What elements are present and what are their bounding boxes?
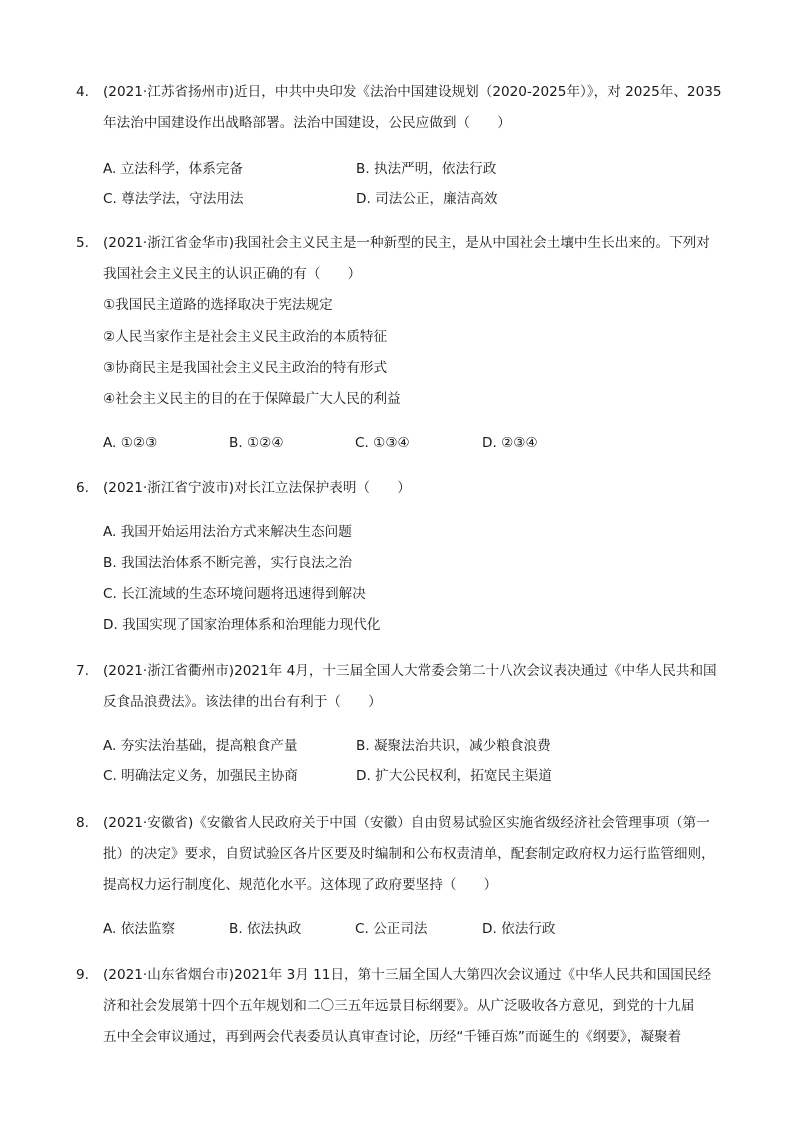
option-c: C. 公正司法 — [355, 921, 428, 937]
question-number: 5. — [76, 235, 89, 251]
question-stem-line: 五中全会审议通过，再到两会代表委员认真审查讨论，历经“千锤百炼”而诞生的《纲要》，凝聚着 — [103, 1029, 682, 1045]
option-b: B. 依法执政 — [229, 921, 302, 937]
option-c: C. 长江流域的生态环境问题将迅速得到解决 — [103, 586, 366, 602]
statement-item: ①我国民主道路的选择取决于宪法规定 — [103, 297, 333, 313]
option-a: A. 依法监察 — [103, 921, 176, 937]
option-d: D. ②③④ — [482, 435, 538, 451]
question-stem-line: 批）的决定》要求，自贸试验区各片区要及时编制和公布权责清单，配套制定政府权力运行监管细则， — [103, 846, 715, 862]
question-number: 8. — [76, 815, 89, 831]
question-9 — [76, 960, 721, 1060]
option-a: A. 我国开始运用法治方式来解决生态问题 — [103, 524, 352, 540]
option-d: D. 扩大公民权利，拓宽民主渠道 — [356, 768, 552, 784]
option-b: B. ①②④ — [229, 435, 284, 451]
question-stem-line: (2021·浙江省宁波市)对长江立法保护表明（ ） — [103, 480, 411, 496]
question-stem-line: (2021·浙江省衢州市)2021年 4月，十三届全国人大常委会第二十八次会议表决通过《中华人民共和国 — [103, 663, 717, 679]
option-c: C. 明确法定义务，加强民主协商 — [103, 768, 298, 784]
question-stem-line: 提高权力运行制度化、规范化水平。这体现了政府要坚持（ ） — [103, 877, 498, 893]
question-number: 9. — [76, 967, 89, 983]
option-a: A. 立法科学，体系完备 — [103, 161, 244, 177]
question-6 — [76, 473, 721, 643]
option-c: C. 尊法学法，守法用法 — [103, 191, 244, 207]
question-number: 4. — [76, 84, 89, 100]
question-stem-line: (2021·江苏省扬州市)近日，中共中央印发《法治中国建设规划（2020-2025年）》，对 2025年、2035 — [103, 84, 722, 100]
option-b: B. 凝聚法治共识，减少粮食浪费 — [356, 738, 551, 754]
statement-item: ②人民当家作主是社会主义民主政治的本质特征 — [103, 329, 388, 345]
option-a: A. 夯实法治基础，提高粮食产量 — [103, 738, 298, 754]
question-8 — [76, 808, 721, 948]
question-7 — [76, 656, 721, 796]
statement-item: ④社会主义民主的目的在于保障最广大人民的利益 — [103, 391, 401, 407]
question-number: 7. — [76, 663, 89, 679]
option-d: D. 依法行政 — [482, 921, 556, 937]
option-d: D. 司法公正，廉洁高效 — [356, 191, 498, 207]
statement-item: ③协商民主是我国社会主义民主政治的特有形式 — [103, 360, 388, 376]
question-stem-line: 济和社会发展第十四个五年规划和二〇三五年远景目标纲要》。从广泛吸收各方意见，到党的十九届 — [103, 998, 695, 1014]
question-stem-line: (2021·安徽省)《安徽省人民政府关于中国（安徽）自由贸易试验区实施省级经济社会管理事项（第一 — [103, 815, 710, 831]
option-c: C. ①③④ — [355, 435, 410, 451]
question-stem-line: (2021·浙江省金华市)我国社会主义民主是一种新型的民主，是从中国社会土壤中生长出来的。下列对 — [103, 235, 710, 251]
option-b: B. 我国法治体系不断完善，实行良法之治 — [103, 555, 353, 571]
question-stem-line: 年法治中国建设作出战略部署。法治中国建设，公民应做到（ ） — [103, 115, 511, 131]
question-stem-line: 反食品浪费法》。该法律的出台有利于（ ） — [103, 694, 382, 710]
option-b: B. 执法严明，依法行政 — [356, 161, 497, 177]
question-stem-line: (2021·山东省烟台市)2021年 3月 11日，第十三届全国人大第四次会议通过《中华人民共和国国民经 — [103, 967, 712, 983]
option-a: A. ①②③ — [103, 435, 158, 451]
question-5 — [76, 228, 721, 468]
option-d: D. 我国实现了国家治理体系和治理能力现代化 — [103, 617, 381, 633]
question-number: 6. — [76, 480, 89, 496]
question-stem-line: 我国社会主义民主的认识正确的有（ ） — [103, 266, 362, 282]
